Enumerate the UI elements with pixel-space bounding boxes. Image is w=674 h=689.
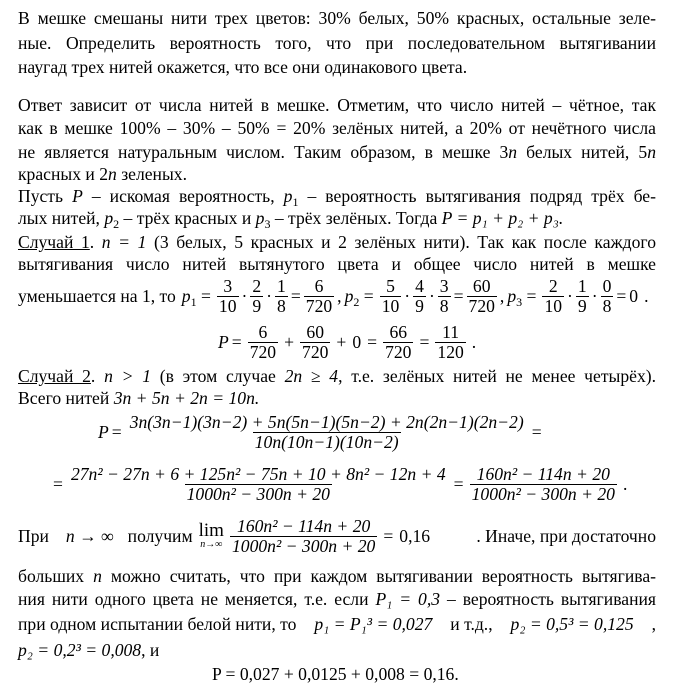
- case1-products-row: уменьшается на 1, то $p_1$ = $\frac{3}{10}$ · $\frac{2}{9}$ · $\frac{1}{8}$ = $\frac{6}{720}$ , $p_2$ = $\frac{5}{10}$ · $\frac{4}{9}$ · $\frac{3}{8}$ = $\frac{60}{720}$ , $p_3$ = $\frac{2}{10}$ · $\frac{1}{9}$ · $\frac{0}{8}$ = 0 .: [18, 275, 649, 316]
- big-line-1: больших n можно считать, что при каждом вытягивании вероятность вытягива-: [18, 566, 656, 586]
- solution-line-11: вытягивания число нитей вытянутого цвета и общее число нитей в мешке: [18, 254, 656, 274]
- case2-title: Случай 2: [18, 366, 91, 386]
- p-sum-formula: P = p₁ + p₂ + p₃.: [441, 208, 564, 228]
- solution-line-9: лых нитей, $p_2$ – трёх красных и $p_3$ – трёх зелёных. Тогда P = p₁ + p₂ + p₃.: [18, 208, 564, 231]
- case1-heading-line: Случай 1. n = 1 (3 белых, 5 красных и 2 зелёных нити). Так как после каждого: [18, 232, 657, 252]
- big-line-2: ния нити одного цвета не меняется, т.е. если P₁ = 0,3 – вероятность вытягивания: [18, 589, 656, 609]
- problem-line-1: В мешке смешаны нити трех цветов: 30% белых, 50% красных, остальные зеле-: [18, 8, 656, 28]
- problem-line-3: наугад трех нитей окажется, что все они одинакового цвета.: [18, 57, 468, 77]
- limit-row: При n → ∞ получим lim n→∞ $\frac{\text{160n² − 114n + 20}}{\text{1000n² − 300n + 20}}$ = 0,16 . Иначе, при достаточно: [18, 515, 656, 556]
- big-line-3: при одном испытании белой нити, то p₁ = P₁³ = 0,027 и т.д., p₂ = 0,5³ = 0,125 ,: [18, 614, 656, 634]
- solution-line-8: Пусть P – искомая вероятность, $p_1$ – вероятность вытягивания подряд трёх бе-: [18, 186, 656, 209]
- case2-total-line: Всего нитей 3n + 5n + 2n = 10n.: [18, 388, 260, 408]
- solution-line-7: красных и 2n зеленых.: [18, 164, 187, 184]
- case2-formula-1: P = $\frac{3n(3n-1)(3n-2) + 5n(5n-1)(5n-2) + 2n(2n-1)(2n-2)}{10n(10n-1)(10n-2)}$ =: [98, 411, 542, 452]
- big-line-4: p₂ = 0,2³ = 0,008, и: [18, 640, 160, 660]
- final-formula: P = 0,027 + 0,0125 + 0,008 = 0,16.: [212, 664, 459, 684]
- solution-line-4: Ответ зависит от числа нитей в мешке. Отметим, что число нитей – чётное, так: [18, 95, 656, 115]
- case1-title: Случай 1: [18, 232, 90, 252]
- solution-line-6: не является натуральным числом. Таким образом, в мешке 3n белых нитей, 5n: [18, 142, 656, 162]
- case2-heading-line: Случай 2. n > 1 (в этом случае 2n ≥ 4, т.е. зелёных нитей не менее четырёх).: [18, 366, 656, 386]
- solution-line-5: как в мешке 100% – 30% – 50% = 20% зелёных нитей, а 20% от нечётного числа: [18, 118, 656, 138]
- case2-formula-2: = $\frac{\text{27n² − 27n + 6 + 125n² − 75n + 10 + 8n² − 12n + 4}}{\text{1000n² − 300n + 20}}$ = $\frac{\text{160n² − 114n + 20}}{\text{1000n² − 300n + 20}}$ .: [53, 463, 628, 504]
- case1-total-row: P = $\frac{6}{720}$ + $\frac{60}{720}$ + 0 = $\frac{66}{720}$ = $\frac{11}{120}$ .: [218, 321, 477, 362]
- problem-line-2: ные. Определить вероятность того, что при последовательном вытягивании: [18, 33, 656, 53]
